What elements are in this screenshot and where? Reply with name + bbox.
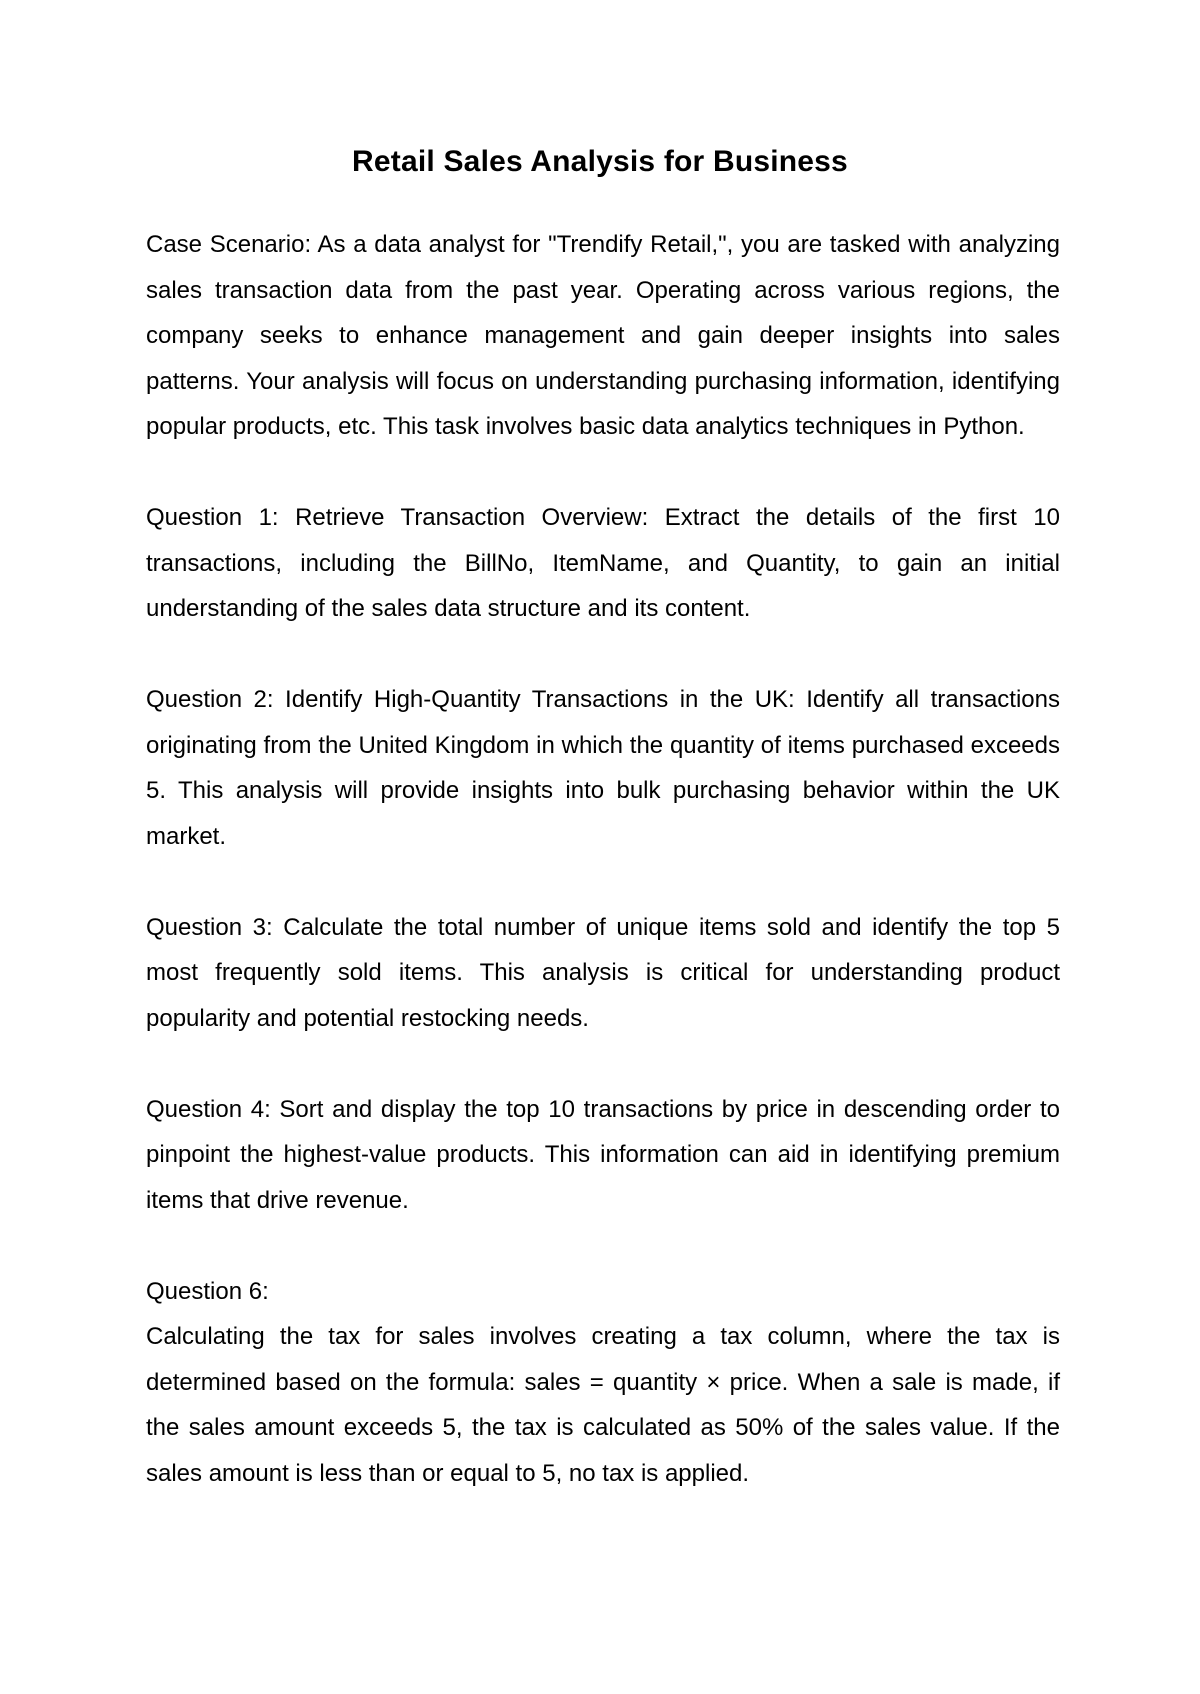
question-3-paragraph: Question 3: Calculate the total number of unique items sold and identify the top 5 most frequently sold items. This analysis is critical for understanding product popularity and potential restocking needs. xyxy=(146,913,1060,1032)
case-scenario-paragraph: Case Scenario: As a data analyst for "Trendify Retail,", you are tasked with analyzing sales transaction data from the past year. Operating across various regions, the company seeks to enhance management and gain deeper insights into sales patterns. Your analysis will focus on understanding purchasing information, identifying popular products, etc. This task involves basic data analytics techniques in Python. xyxy=(146,231,1060,440)
question-4-paragraph: Question 4: Sort and display the top 10 transactions by price in descending order to pinpoint the highest-value products. This information can aid in identifying premium items that drive revenue. xyxy=(146,1095,1060,1214)
question-2-paragraph: Question 2: Identify High-Quantity Transactions in the UK: Identify all transactions originating from the United Kingdom in which the quantity of items purchased exceeds 5. This analysis will provide insights into bulk purchasing behavior within the UK market. xyxy=(146,686,1060,850)
question-1-paragraph: Question 1: Retrieve Transaction Overview: Extract the details of the first 10 transactions, including the BillNo, ItemName, and Quantity, to gain an initial understanding of the sales data structure and its content. xyxy=(146,504,1060,622)
question-6-section xyxy=(146,1269,1060,1497)
document-title: Retail Sales Analysis for Business xyxy=(352,145,848,178)
question-6-body: Calculating the tax for sales involves creating a tax column, where the tax is determined based on the formula: sales = quantity × price. When a sale is made, if the sales amount exceeds 5, the tax is calculated as 50% of the sales value. If the sales amount is less than or equal to 5, no tax is applied. xyxy=(146,1323,1060,1487)
document-body xyxy=(146,222,1060,1496)
question-6-heading: Question 6: xyxy=(146,1277,269,1305)
